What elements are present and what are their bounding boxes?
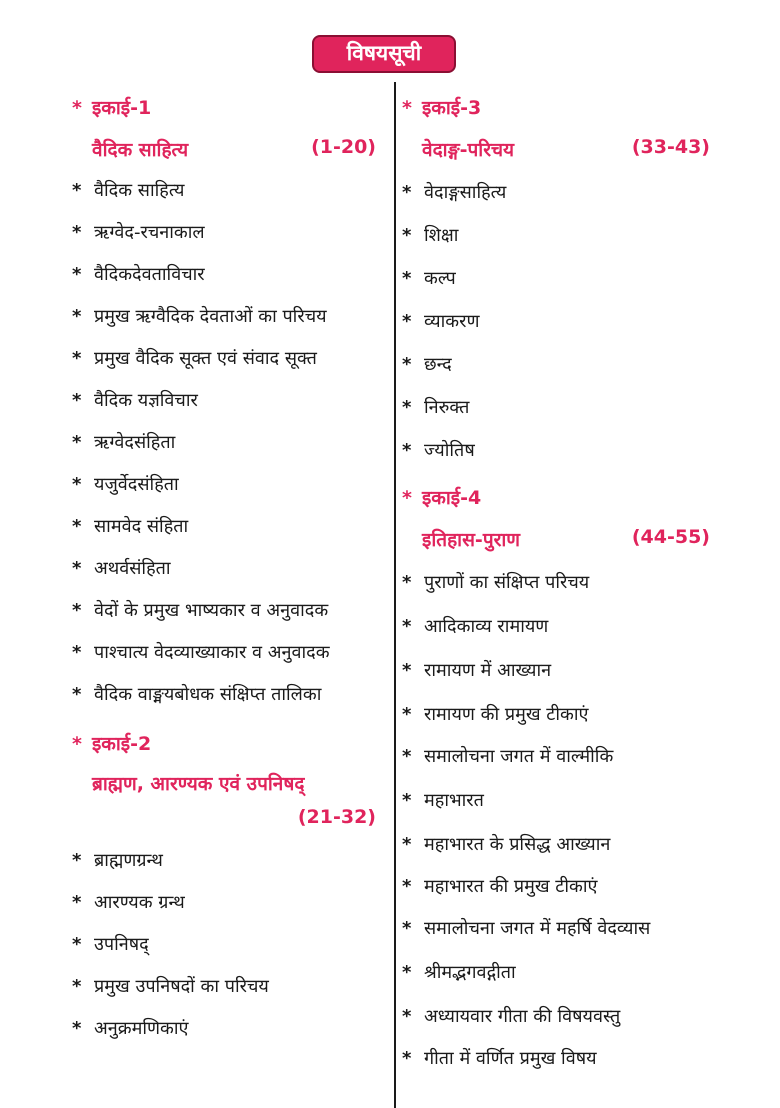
unit-4-pages: (44-55) [631, 526, 710, 548]
toc-item[interactable]: * वैदिक साहित्य [72, 180, 185, 201]
toc-item[interactable]: * अथर्वसंहिता [72, 558, 171, 579]
unit-1-label: इकाई-1 [91, 97, 152, 119]
toc-item[interactable]: * पुराणों का संक्षिप्त परिचय [402, 572, 590, 593]
toc-item[interactable]: * वैदिक यज्ञविचार [72, 390, 198, 411]
toc-item[interactable]: * उपनिषद् [72, 934, 149, 955]
unit-4-heading: * इकाई-4 [402, 487, 482, 509]
page-title: विषयसूची [312, 35, 456, 73]
toc-item[interactable]: * महाभारत के प्रसिद्ध आख्यान [402, 834, 611, 855]
unit-4-section-title: इतिहास-पुराण [422, 529, 521, 551]
unit-4-label: इकाई-4 [421, 487, 482, 509]
unit-3-pages: (33-43) [631, 136, 710, 158]
column-divider [394, 82, 396, 1108]
toc-item[interactable]: * शिक्षा [402, 225, 459, 246]
toc-item[interactable]: * वेदों के प्रमुख भाष्यकार व अनुवादक [72, 600, 329, 621]
toc-item[interactable]: * श्रीमद्भगवद्गीता [402, 962, 516, 983]
toc-item[interactable]: * सामवेद संहिता [72, 516, 189, 537]
toc-item[interactable]: * वैदिकदेवताविचार [72, 264, 205, 285]
toc-item[interactable]: * पाश्चात्य वेदव्याख्याकार व अनुवादक [72, 642, 330, 663]
toc-item[interactable]: * कल्प [402, 268, 456, 289]
toc-item[interactable]: * निरुक्त [402, 397, 470, 418]
toc-item[interactable]: * ऋग्वेद-रचनाकाल [72, 222, 205, 243]
toc-item[interactable]: * रामायण में आख्यान [402, 660, 552, 681]
toc-item[interactable]: * समालोचना जगत में वाल्मीकि [402, 746, 614, 767]
toc-item[interactable]: * महाभारत [402, 790, 484, 811]
toc-item[interactable]: * ब्राह्मणग्रन्थ [72, 850, 163, 871]
toc-item[interactable]: * व्याकरण [402, 311, 480, 332]
unit-2-section-title: ब्राह्मण, आरण्यक एवं उपनिषद् [92, 773, 305, 795]
toc-item[interactable]: * रामायण की प्रमुख टीकाएं [402, 704, 589, 725]
unit-2-heading: * इकाई-2 [72, 733, 152, 755]
unit-3-label: इकाई-3 [421, 97, 482, 119]
toc-item[interactable]: * प्रमुख उपनिषदों का परिचय [72, 976, 269, 997]
toc-item[interactable]: * प्रमुख वैदिक सूक्त एवं संवाद सूक्त [72, 348, 317, 369]
toc-item[interactable]: * छन्द [402, 354, 452, 375]
toc-item[interactable]: * समालोचना जगत में महर्षि वेदव्यास [402, 918, 651, 939]
toc-item[interactable]: * अध्यायवार गीता की विषयवस्तु [402, 1006, 621, 1027]
toc-item[interactable]: * आदिकाव्य रामायण [402, 616, 549, 637]
unit-3-section-title: वेदाङ्ग-परिचय [422, 139, 515, 161]
unit-1-heading: * इकाई-1 [72, 97, 152, 119]
toc-item[interactable]: * अनुक्रमणिकाएं [72, 1018, 189, 1039]
toc-item[interactable]: * ज्योतिष [402, 440, 475, 461]
unit-2-label: इकाई-2 [91, 733, 152, 755]
toc-item[interactable]: * वेदाङ्गसाहित्य [402, 182, 507, 203]
unit-2-pages: (21-32) [297, 806, 376, 828]
toc-item[interactable]: * आरण्यक ग्रन्थ [72, 892, 185, 913]
toc-item[interactable]: * यजुर्वेदसंहिता [72, 474, 179, 495]
toc-item[interactable]: * वैदिक वाङ्मयबोधक संक्षिप्त तालिका [72, 684, 322, 705]
unit-1-section-title: वैदिक साहित्य [92, 139, 189, 161]
unit-3-heading: * इकाई-3 [402, 97, 482, 119]
toc-item[interactable]: * ऋग्वेदसंहिता [72, 432, 176, 453]
unit-1-pages: (1-20) [311, 136, 376, 158]
toc-item[interactable]: * गीता में वर्णित प्रमुख विषय [402, 1048, 597, 1069]
toc-item[interactable]: * महाभारत की प्रमुख टीकाएं [402, 876, 598, 897]
toc-item[interactable]: * प्रमुख ऋग्वैदिक देवताओं का परिचय [72, 306, 327, 327]
